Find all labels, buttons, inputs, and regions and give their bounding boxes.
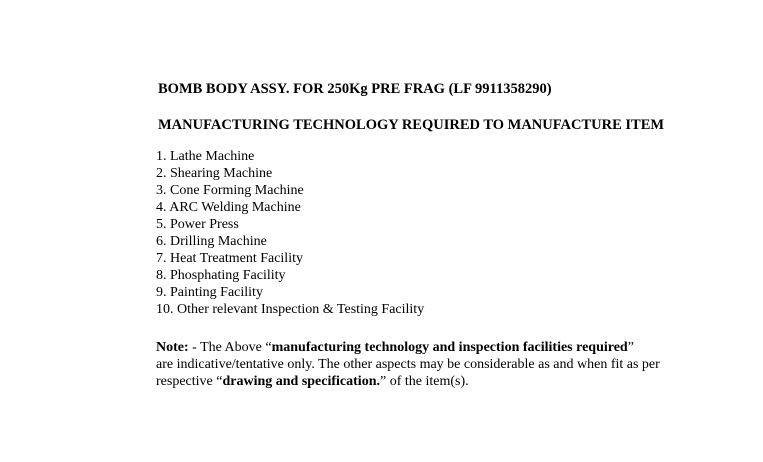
list-item: 6. Drilling Machine xyxy=(156,234,267,249)
note-text: respective “ xyxy=(156,374,223,389)
note-text: - The Above “ xyxy=(188,340,272,355)
note-line-3 xyxy=(156,373,746,390)
list-item: 9. Painting Facility xyxy=(156,285,263,300)
document-subtitle: MANUFACTURING TECHNOLOGY REQUIRED TO MANUFACTURE ITEM xyxy=(158,117,665,133)
list-item: 2. Shearing Machine xyxy=(156,166,273,181)
note-label: Note: xyxy=(156,340,189,355)
list-item: 5. Power Press xyxy=(156,217,239,232)
note-line-2: are indicative/tentative only. The other aspects may be considerable as and when fit as per xyxy=(156,357,660,372)
list-item: 4. ARC Welding Machine xyxy=(156,200,301,215)
list-item: 10. Other relevant Inspection & Testing Facility xyxy=(156,302,425,317)
list-item: 3. Cone Forming Machine xyxy=(156,183,304,198)
machine-list xyxy=(156,148,424,318)
note-text: ” of the item(s). xyxy=(379,374,469,389)
list-item: 7. Heat Treatment Facility xyxy=(156,251,303,266)
document-title: BOMB BODY ASSY. FOR 250Kg PRE FRAG (LF 9911358290) xyxy=(158,81,552,97)
note-line-1 xyxy=(156,339,746,356)
note-emphasis: drawing and specification. xyxy=(222,374,380,389)
list-item: 8. Phosphating Facility xyxy=(156,268,286,283)
note-text: ” xyxy=(627,340,634,355)
list-item: 1. Lathe Machine xyxy=(156,149,255,164)
note-emphasis: manufacturing technology and inspection facilities required xyxy=(271,340,628,355)
note-paragraph xyxy=(156,339,746,390)
